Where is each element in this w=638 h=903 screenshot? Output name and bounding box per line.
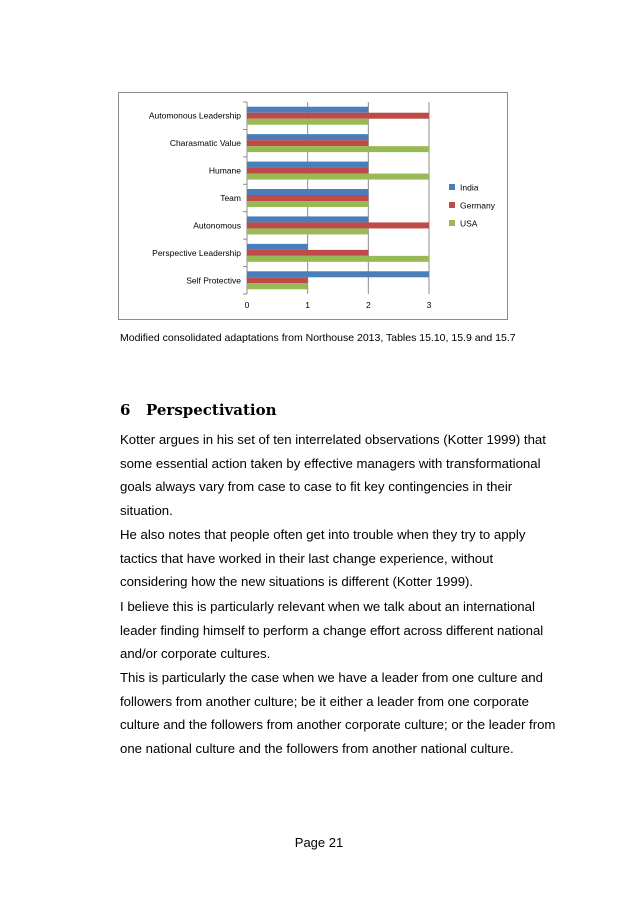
bar (247, 140, 368, 146)
x-tick-label: 3 (426, 300, 432, 310)
figure-caption: Modified consolidated adaptations from Northouse 2013, Tables 15.10, 15.9 and 15.7 (120, 332, 516, 344)
bar (247, 222, 429, 228)
bar (247, 201, 368, 207)
category-label: Charasmatic Value (169, 138, 241, 149)
x-tick-label: 0 (244, 300, 250, 310)
bar (247, 250, 368, 256)
bar (247, 277, 308, 283)
section-number: 6 (120, 401, 131, 419)
category-label: Self Protective (186, 275, 241, 286)
bar (247, 216, 368, 222)
paragraph-line: leader finding himself to perform a change effort across different national (120, 622, 544, 638)
bar (247, 228, 368, 234)
bar (247, 244, 308, 250)
paragraph-line: goals always vary from case to case to fit key contingencies in their (120, 479, 513, 494)
paragraph-line: and/or corporate cultures. (120, 646, 271, 661)
x-tick-label: 1 (305, 300, 311, 310)
paragraph-line: one national culture and the followers from another national culture. (120, 740, 514, 756)
x-tick-label: 2 (365, 300, 371, 310)
category-label: Humane (208, 165, 241, 176)
paragraph-line: followers from another culture; be it either a leader from one corporate (120, 693, 530, 709)
bar (247, 189, 368, 195)
legend-label: USA (460, 218, 478, 229)
paragraph-4 (120, 666, 556, 760)
legend-label: India (460, 182, 479, 193)
bar (247, 283, 308, 289)
paragraph-1 (120, 428, 546, 522)
paragraph-line: some essential action taken by effective managers with transformational (120, 455, 541, 471)
legend-swatch (449, 202, 455, 208)
bar (247, 134, 368, 140)
page-number: Page 21 (294, 835, 344, 850)
category-label: Autonomous (193, 220, 241, 231)
legend-swatch (449, 220, 455, 226)
paragraph-line: considering how the new situations is different (Kotter 1999). (120, 574, 474, 589)
bar (247, 107, 368, 113)
paragraph-line: This is particularly the case when we have a leader from one culture and (120, 670, 543, 685)
section-heading (120, 401, 277, 419)
bar (247, 168, 368, 174)
category-label: Automonous Leadership (148, 110, 241, 121)
paragraph-line: culture and the followers from another corporate culture; or the leader from (120, 717, 556, 732)
legend-label: Germany (460, 200, 495, 211)
paragraph-line: tactics that have worked in their last change experience, without (120, 550, 494, 566)
paragraph-line: Kotter argues in his set of ten interrelated observations (Kotter 1999) that (120, 432, 546, 447)
bar (247, 195, 368, 201)
bar-chart (118, 92, 508, 320)
bar (247, 271, 429, 277)
category-label: Perspective Leadership (152, 247, 241, 258)
bar (247, 256, 429, 262)
bar (247, 174, 429, 180)
section-title: Perspectivation (146, 401, 277, 419)
bar (247, 162, 368, 168)
paragraph-3 (120, 595, 544, 666)
category-label: Team (220, 193, 241, 203)
paragraph-line: situation. (120, 502, 173, 518)
paragraph-line: He also notes that people often get into trouble when they try to apply (120, 527, 526, 542)
paragraph-line: I believe this is particularly relevant when we talk about an international (120, 599, 535, 614)
legend-swatch (449, 184, 455, 190)
paragraph-2 (120, 523, 540, 594)
bar (247, 119, 368, 125)
bar (247, 146, 429, 152)
bar (247, 113, 429, 119)
